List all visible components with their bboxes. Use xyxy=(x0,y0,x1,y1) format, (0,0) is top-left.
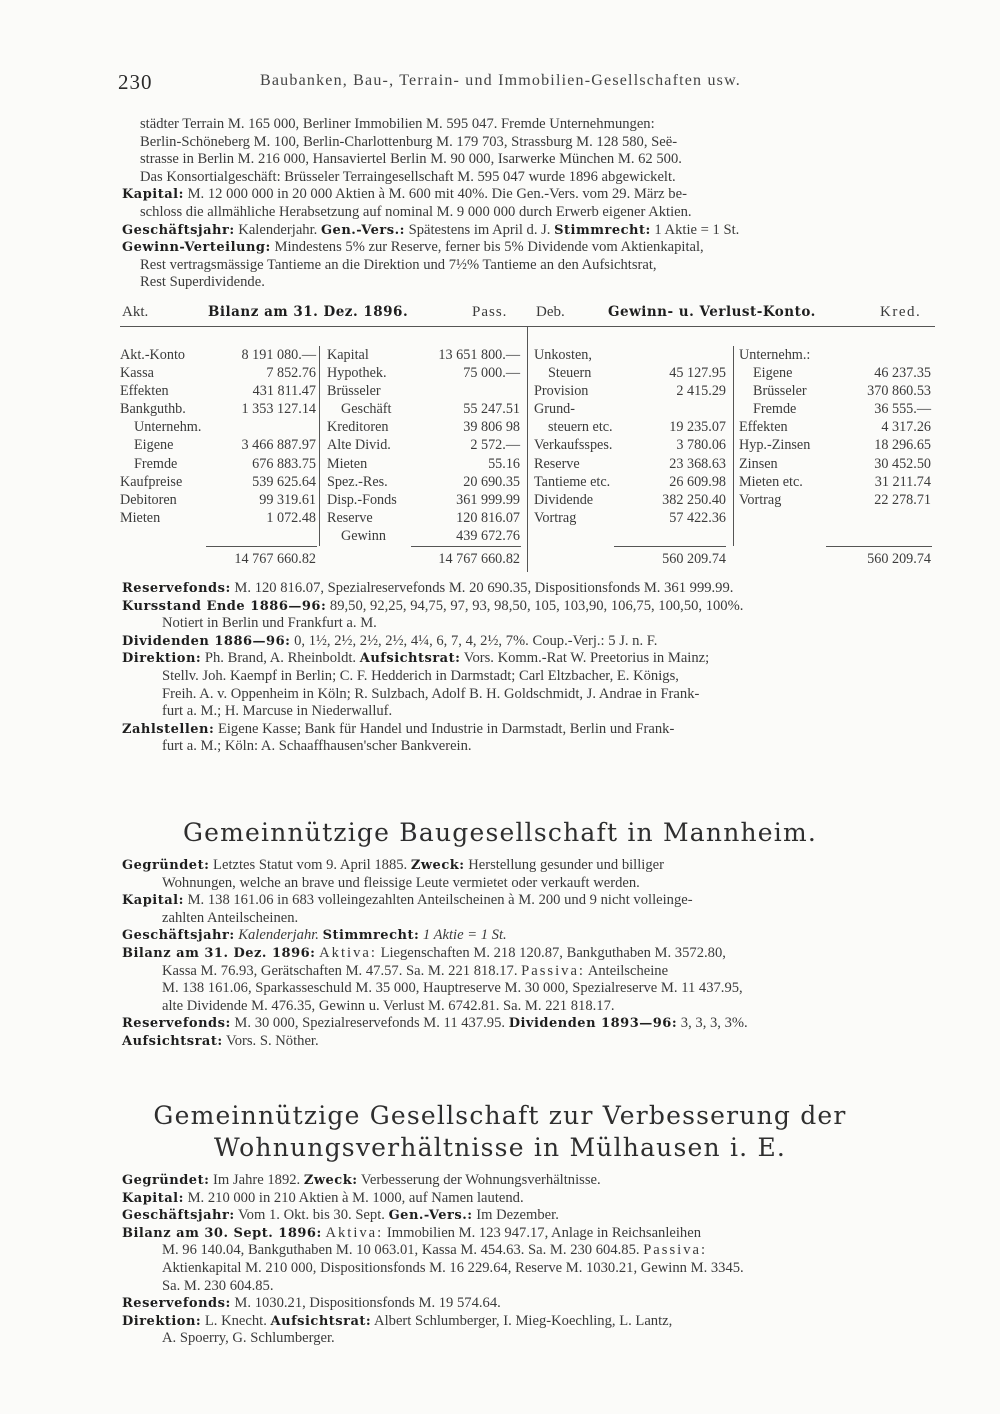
haben-labels xyxy=(739,346,810,509)
haben-label: Zinsen xyxy=(739,455,778,472)
kapital-label: Kapital: xyxy=(122,893,184,909)
aktiva-label: Effekten xyxy=(120,383,169,400)
aktiva-values xyxy=(198,346,316,527)
passiva-label: Passiva: xyxy=(521,962,585,979)
bilanz-text: Kassa M. 76.93, Gerätschaften M. 47.57. Sa. M. 221 818.17. xyxy=(162,962,518,979)
haben-label: Hyp.-Zinsen xyxy=(739,437,811,454)
aufsichtsrat-text: Albert Schlumberger, I. Mieg-Koechling, L. Lantz, xyxy=(374,1312,673,1329)
aufsichtsrat-text: Vors. S. Nöther. xyxy=(226,1032,319,1049)
soll-value: 3 780.06 xyxy=(676,437,726,454)
gv-deb: Deb. xyxy=(536,304,565,320)
direktion-label: Direktion: xyxy=(122,1313,202,1329)
kapital-label: Kapital: xyxy=(122,187,184,203)
gewinnverteilung-text: Mindestens 5% zur Reserve, ferner bis 5% Dividende vom Aktienkapital, xyxy=(274,239,704,256)
bilanz-text: Immobilien M. 123 947.17, Anlage in Reichsanleihen xyxy=(386,1224,701,1241)
passiva-label: Reserve xyxy=(327,509,373,526)
aktiva-label: Akt.-Konto xyxy=(120,347,186,363)
kapital-label: Kapital: xyxy=(122,1190,184,1206)
aufsichtsrat-text: furt a. M.; H. Marcuse in Niederwalluf. xyxy=(162,703,393,720)
zweck-label: Zweck: xyxy=(410,858,465,873)
passiva-values xyxy=(404,346,520,545)
direktion-label: Direktion: xyxy=(122,651,202,667)
reservefonds-label: Reservefonds: xyxy=(122,1296,231,1312)
gewinnverteilung-label: Gewinn-Verteilung: xyxy=(122,240,271,256)
aktiva-value: 431 811.47 xyxy=(252,383,316,400)
gewinnverteilung-text: Rest vertragsmässige Tantieme an die Direktion und 7½% Tantieme an den Aufsichtsrat, xyxy=(140,256,657,273)
haben-total-rule xyxy=(826,546,932,547)
aktiva-value: 99 319.61 xyxy=(259,491,316,508)
gj-text: Kalenderjahr. xyxy=(238,927,319,944)
soll-value xyxy=(620,346,726,364)
soll-label: Verkaufsspes. xyxy=(534,437,613,454)
aufsichtsrat-label: Aufsichtsrat: xyxy=(359,651,461,667)
aktiva-total: 14 767 660.82 xyxy=(234,551,316,567)
aktiva-value: 1 353 127.14 xyxy=(241,401,316,418)
gegruendet-label: Gegründet: xyxy=(122,858,210,873)
passiva-label: Hypothek. xyxy=(327,365,387,382)
aktiva-value xyxy=(198,418,316,436)
passiva-value: 120 816.07 xyxy=(456,509,520,526)
haben-value: 370 860.53 xyxy=(867,383,931,400)
intro-line: Berlin-Schöneberg M. 100, Berlin-Charlottenburg M. 179 703, Strassburg M. 128 580, Seë- xyxy=(140,133,678,150)
aktiva-label: Aktiva: xyxy=(325,1224,384,1241)
aufsichtsrat-text: Vors. Komm.-Rat W. Preetorius in Mainz; xyxy=(463,650,710,667)
zweck-text: Wohnungen, welche an brave und fleissige Leute vermietet oder verkauft werden. xyxy=(162,874,640,891)
stimmrecht-text: 1 Aktie = 1 St. xyxy=(654,221,740,238)
aktiva-label: Kassa xyxy=(120,365,154,382)
haben-label: Fremde xyxy=(753,401,797,418)
passiva-total-rule xyxy=(411,546,521,547)
section-mannheim-body xyxy=(122,857,934,1051)
haben-value: 30 452.50 xyxy=(874,455,931,472)
aktiva-value: 3 466 887.97 xyxy=(241,437,316,454)
soll-value: 382 250.40 xyxy=(662,491,726,508)
aufsichtsrat-text: A. Spoerry, G. Schlumberger. xyxy=(162,1330,335,1347)
aktiva-value: 539 625.64 xyxy=(252,473,316,490)
soll-value: 23 368.63 xyxy=(669,455,726,472)
haben-label: Effekten xyxy=(739,419,788,436)
haben-value: 4 317.26 xyxy=(881,419,931,436)
passiva-label: Geschäft xyxy=(341,401,392,418)
dividenden-text: 0, 1½, 2½, 2½, 2½, 4¼, 6, 7, 4, 2½, 7%. Coup.-Verj.: 5 J. n. F. xyxy=(294,632,658,649)
passiva-label: Spez.-Res. xyxy=(327,473,388,490)
gegruendet-text: Im Jahre 1892. xyxy=(213,1172,301,1188)
soll-values xyxy=(620,346,726,527)
section-title-line: Wohnungsverhältnisse in Mülhausen i. E. xyxy=(213,1133,787,1162)
aufsichtsrat-text: Stellv. Joh. Kaempf in Berlin; C. F. Hedderich in Darmstadt; Carl Eltzbacher, E. Königs, xyxy=(162,667,679,684)
aktiva-value: 676 883.75 xyxy=(252,455,316,472)
section-title-line: Gemeinnützige Gesellschaft zur Verbesserung der xyxy=(153,1101,847,1130)
section-title-mannheim: Gemeinnützige Baugesellschaft in Mannheim. xyxy=(182,818,818,847)
bilanz-text: M. 96 140.04, Bankguthaben M. 10 063.01, Kassa M. 454.63. Sa. M. 230 604.85. xyxy=(162,1242,640,1259)
bilanz-text: Anteilscheine xyxy=(587,962,669,979)
kapital-text: M. 12 000 000 in 20 000 Aktien à M. 600 mit 40%. Die Gen.-Vers. vom 29. März be- xyxy=(187,186,687,203)
haben-label: Vortrag xyxy=(739,491,782,508)
gj-label: Geschäftsjahr: xyxy=(122,928,235,944)
haben-label: Mieten etc. xyxy=(739,473,803,490)
passiva-value: 39 806 98 xyxy=(463,419,520,436)
passiva-value: 55.16 xyxy=(488,455,520,472)
kapital-text: M. 138 161.06 in 683 volleingezahlten Anteilscheinen à M. 200 und 9 nicht volleinge- xyxy=(187,892,693,909)
haben-value xyxy=(820,346,931,364)
soll-label: Steuern xyxy=(548,365,592,382)
soll-label: steuern etc. xyxy=(548,419,613,436)
direktion-text: L. Knecht. xyxy=(204,1312,267,1329)
stimmrecht-text: 1 Aktie = 1 St. xyxy=(422,927,507,944)
bilanz-text: M. 138 161.06, Sparkasseschuld M. 35 000, Hauptreserve M. 30 000, Spezialreserve M. 11 437.95, xyxy=(162,980,743,997)
kursstand-label: Kursstand Ende 1886—96: xyxy=(122,598,327,614)
passiva-label: Passiva: xyxy=(643,1242,708,1259)
zahlstellen-text: Eigene Kasse; Bank für Handel und Industrie in Darmstadt, Berlin und Frank- xyxy=(217,720,675,737)
bilanz-text: Liegenschaften M. 218 120.87, Bankguthaben M. 3572.80, xyxy=(380,944,726,961)
haben-total: 560 209.74 xyxy=(867,551,931,567)
kapital-text: M. 210 000 in 210 Aktien à M. 1000, auf Namen lautend. xyxy=(187,1189,524,1206)
reservefonds-text: M. 30 000, Spezialreservefonds M. 11 437.95. xyxy=(234,1015,506,1032)
intro-line: städter Terrain M. 165 000, Berliner Immobilien M. 595 047. Fremde Unternehmungen: xyxy=(140,116,655,132)
passiva-label: Disp.-Fonds xyxy=(327,491,397,508)
aufsichtsrat-text: Freih. A. v. Oppenheim in Köln; R. Sulzbach, Adolf B. H. Goldschmidt, J. Andrae in Frank- xyxy=(162,685,700,702)
soll-label: Dividende xyxy=(534,491,594,508)
bilanz-akt: Akt. xyxy=(122,304,149,320)
passiva-label: Gewinn xyxy=(341,527,386,544)
table-divider-gv xyxy=(733,346,734,546)
soll-label: Grund- xyxy=(534,401,575,418)
aktiva-total-rule xyxy=(206,546,317,547)
bilanz-label: Bilanz am 30. Sept. 1896: xyxy=(122,1225,322,1241)
haben-value: 22 278.71 xyxy=(874,491,931,508)
haben-value: 31 211.74 xyxy=(874,473,931,490)
reservefonds-text: M. 120 816.07, Spezialreservefonds M. 20 690.35, Dispositionsfonds M. 361 999.99. xyxy=(234,580,734,596)
kapital-text: schloss die allmähliche Herabsetzung auf nominal M. 9 000 000 durch Erwerb eigener Aktien. xyxy=(140,203,692,220)
page-number: 230 xyxy=(118,70,153,94)
aktiva-label: Unternehm. xyxy=(134,419,202,436)
soll-labels xyxy=(534,346,613,527)
passiva-label: Kreditoren xyxy=(327,419,389,436)
bilanz-title-text: Bilanz am 31. Dez. 1896. xyxy=(208,304,409,320)
soll-total: 560 209.74 xyxy=(662,551,726,567)
passiva-label: Alte Divid. xyxy=(327,437,391,454)
haben-label: Unternehm.: xyxy=(739,347,811,363)
kapital-text: zahlten Anteilscheinen. xyxy=(162,909,299,926)
aufsichtsrat-label: Aufsichtsrat: xyxy=(270,1313,372,1329)
bilanz-label: Bilanz am 31. Dez. 1896: xyxy=(122,945,316,961)
aktiva-labels xyxy=(120,346,201,527)
reservefonds-label: Reservefonds: xyxy=(122,581,231,596)
passiva-value: 361 999.99 xyxy=(456,491,520,508)
reservefonds-label: Reservefonds: xyxy=(122,1016,231,1032)
passiva-value: 13 651 800.— xyxy=(438,347,520,363)
soll-value: 2 415.29 xyxy=(676,383,726,400)
bilanz-text: alte Dividende M. 476.35, Gewinn u. Verlust M. 6742.81. Sa. M. 221 818.17. xyxy=(162,997,615,1014)
gj-label: Geschäftsjahr: xyxy=(122,222,235,238)
gj-text: Kalenderjahr. xyxy=(238,221,318,238)
direktion-text: Ph. Brand, A. Rheinboldt. xyxy=(204,650,357,667)
soll-label: Tantieme etc. xyxy=(534,473,611,490)
haben-value: 46 237.35 xyxy=(874,365,931,382)
dividenden-label: Dividenden 1886—96: xyxy=(122,633,291,649)
passiva-labels xyxy=(327,346,397,545)
section-muelhausen-body xyxy=(122,1172,934,1348)
intro-line: Das Konsortialgeschäft: Brüsseler Terraingesellschaft M. 595 047 wurde 1896 abgewickelt. xyxy=(140,168,676,185)
company-text-bottom xyxy=(122,580,934,756)
reservefonds-text: M. 1030.21, Dispositionsfonds M. 19 574.64. xyxy=(234,1295,501,1312)
soll-value: 26 609.98 xyxy=(669,473,726,490)
gegruendet-text: Letztes Statut vom 9. April 1885. xyxy=(213,857,408,873)
passiva-value: 75 000.— xyxy=(463,365,520,382)
passiva-total: 14 767 660.82 xyxy=(438,551,520,567)
kursstand-text: Notiert in Berlin und Frankfurt a. M. xyxy=(162,615,377,632)
aktiva-label: Aktiva: xyxy=(319,944,377,961)
zweck-label: Zweck: xyxy=(303,1173,358,1188)
aktiva-value: 1 072.48 xyxy=(266,509,316,526)
zahlstellen-label: Zahlstellen: xyxy=(122,721,215,737)
aktiva-label: Kaufpreise xyxy=(120,473,183,490)
gv-label: Gen.-Vers.: xyxy=(320,222,405,238)
aktiva-label: Eigene xyxy=(134,437,174,454)
running-title: Baubanken, Bau-, Terrain- und Immobilien-Gesellschaften usw. xyxy=(260,72,741,89)
gv-kred: Kred. xyxy=(880,304,922,320)
soll-value: 45 127.95 xyxy=(669,365,726,382)
passiva-value: 439 672.76 xyxy=(456,527,520,544)
soll-label: Provision xyxy=(534,383,589,400)
genvers-label: Gen.-Vers.: xyxy=(388,1208,473,1224)
soll-label: Vortrag xyxy=(534,509,577,526)
gv-konto-title xyxy=(608,304,816,321)
dividenden-label: Dividenden 1893—96: xyxy=(508,1016,678,1032)
stimmrecht-label: Stimmrecht: xyxy=(554,222,651,238)
passiva-label: Kapital xyxy=(327,347,369,363)
bilanz-text: Aktienkapital M. 210 000, Dispositionsfonds M. 16 229.64, Reserve M. 1030.21, Gewinn M. 3345. xyxy=(162,1259,744,1276)
gv-text: Spätestens im April d. J. xyxy=(408,221,551,238)
table-divider-main xyxy=(527,326,528,572)
zweck-text: Herstellung gesunder und billiger xyxy=(468,857,664,873)
zweck-text: Verbesserung der Wohnungsverhältnisse. xyxy=(360,1172,601,1188)
aktiva-label: Debitoren xyxy=(120,491,177,508)
stimmrecht-label: Stimmrecht: xyxy=(322,928,420,944)
soll-label: Unkosten, xyxy=(534,347,592,363)
passiva-value: 2 572.— xyxy=(470,437,520,454)
haben-value: 36 555.— xyxy=(874,401,931,418)
soll-label: Reserve xyxy=(534,455,580,472)
aktiva-label: Mieten xyxy=(120,509,161,526)
bilanz-text: Sa. M. 230 604.85. xyxy=(162,1277,274,1294)
kursstand-text: 89,50, 92,25, 94,75, 97, 93, 98,50, 105, 103,90, 106,75, 100,50, 100%. xyxy=(329,597,744,614)
dividenden-text: 3, 3, 3, 3%. xyxy=(680,1015,748,1032)
passiva-value: 55 247.51 xyxy=(463,401,520,418)
passiva-value xyxy=(404,382,520,400)
haben-label: Eigene xyxy=(753,365,793,382)
aktiva-label: Fremde xyxy=(134,455,178,472)
company-text-top xyxy=(122,116,934,292)
aufsichtsrat-label: Aufsichtsrat: xyxy=(122,1033,223,1049)
soll-value: 19 235.07 xyxy=(669,419,726,436)
genvers-text: Im Dezember. xyxy=(476,1207,559,1224)
intro-line: strasse in Berlin M. 216 000, Hansaviertel Berlin M. 90 000, Isarwerke München M. 62 500. xyxy=(140,151,682,168)
page-header xyxy=(118,70,938,94)
haben-value: 18 296.65 xyxy=(874,437,931,454)
section-title-muelhausen xyxy=(60,1100,940,1164)
gewinnverteilung-text: Rest Superdividende. xyxy=(140,274,265,291)
table-divider-bilanz xyxy=(319,346,320,546)
zahlstellen-text: furt a. M.; Köln: A. Schaaffhausen'scher Bankverein. xyxy=(162,738,472,755)
aktiva-value: 7 852.76 xyxy=(266,365,316,382)
aktiva-label: Bankguthb. xyxy=(120,401,186,418)
balance-sheet-tables xyxy=(120,296,935,576)
haben-label: Brüsseler xyxy=(753,383,807,400)
gv-konto-title-text: Gewinn- u. Verlust-Konto. xyxy=(608,304,816,320)
bilanz-pass: Pass. xyxy=(472,304,508,320)
passiva-label: Brüsseler xyxy=(327,383,381,400)
passiva-value: 20 690.35 xyxy=(463,473,520,490)
haben-values xyxy=(820,346,931,509)
soll-value: 57 422.36 xyxy=(669,509,726,526)
passiva-label: Mieten xyxy=(327,455,368,472)
soll-value xyxy=(620,400,726,418)
gj-text: Vom 1. Okt. bis 30. Sept. xyxy=(238,1207,385,1224)
aktiva-value: 8 191 080.— xyxy=(241,347,316,363)
gegruendet-label: Gegründet: xyxy=(122,1173,210,1188)
bilanz-title xyxy=(208,304,408,321)
gj-label: Geschäftsjahr: xyxy=(122,1208,235,1224)
soll-total-rule xyxy=(614,546,726,547)
